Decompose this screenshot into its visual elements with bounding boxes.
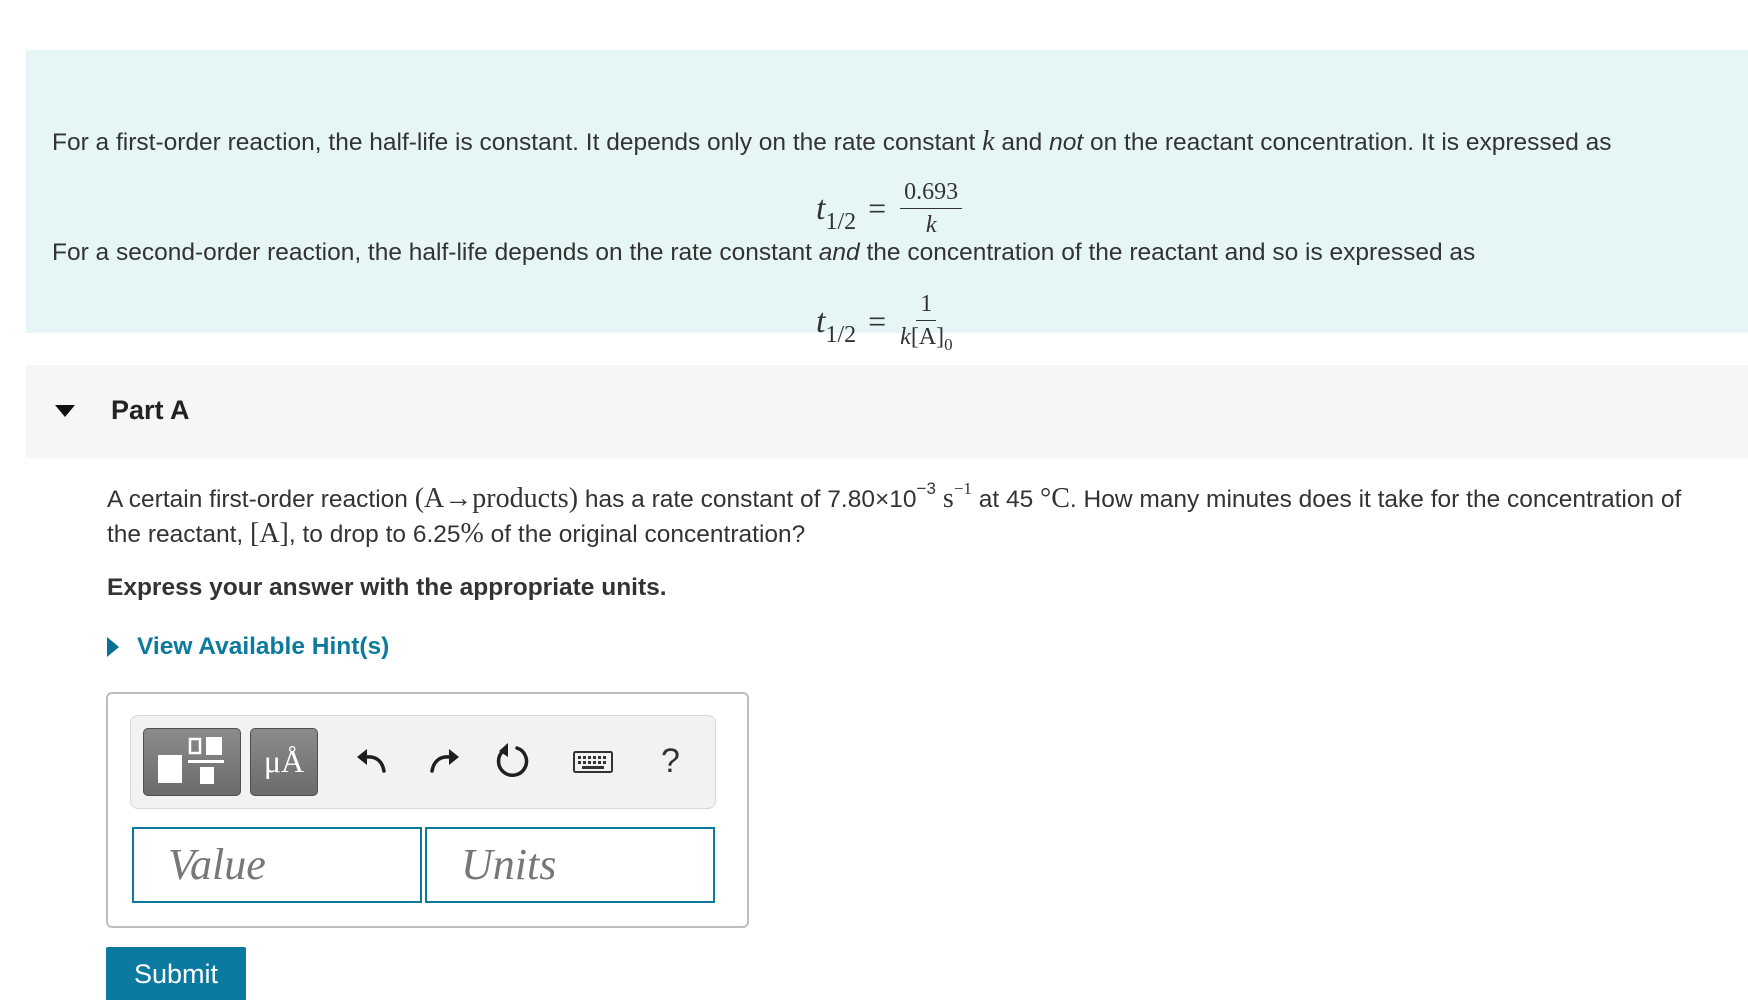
symbols-button[interactable] (250, 728, 318, 796)
templates-button[interactable] (143, 728, 241, 796)
second-order-half-life-formula: $t_{1/2}$ = $\frac{1}{k[A]_0}$ (816, 291, 953, 354)
keyboard-icon[interactable] (571, 740, 615, 782)
submit-button[interactable]: Submit (106, 947, 246, 1000)
part-title: Part A (111, 395, 190, 425)
intro-second-order-text: For a second-order reaction, the half-life depends on the rate constant and the concentration of the reactant and so is expressed as (52, 239, 1476, 266)
intro-panel (26, 50, 1748, 354)
question-text: A certain first-order reaction (A→products) has a rate constant of $7.80\times 10^{-3}$ $s^{-1}$ at 45 °C. How many minutes does it take for the concentration of the reactant, [A], to drop to 6.25% of the original concentration? (107, 478, 1682, 549)
answer-instruction: Express your answer with the appropriate units. (107, 574, 667, 601)
rate-constant-symbol: k (982, 126, 995, 157)
help-icon[interactable]: ? (661, 742, 680, 780)
reset-icon[interactable] (491, 740, 533, 782)
value-input[interactable]: Value (132, 827, 422, 903)
first-order-half-life-formula: $t_{1/2}$ = $\frac{0.693}{k}$ (816, 178, 962, 239)
intro-first-order-text: For a first-order reaction, the half-life is constant. It depends only on the rate constant k and not on the reactant concentration. It is expressed as (52, 126, 1612, 157)
view-hints-link[interactable]: View Available Hint(s) (107, 633, 389, 661)
units-input[interactable]: Units (425, 827, 715, 903)
answer-box (106, 692, 749, 928)
templates-icon (144, 729, 242, 797)
expand-caret-icon (107, 637, 119, 657)
collapse-caret-icon[interactable] (55, 405, 75, 417)
math-toolbar (130, 715, 716, 809)
redo-icon[interactable] (423, 740, 465, 782)
part-a-header[interactable] (26, 365, 1748, 458)
symbols-icon: μÅ (263, 743, 305, 779)
undo-icon[interactable] (351, 740, 393, 782)
